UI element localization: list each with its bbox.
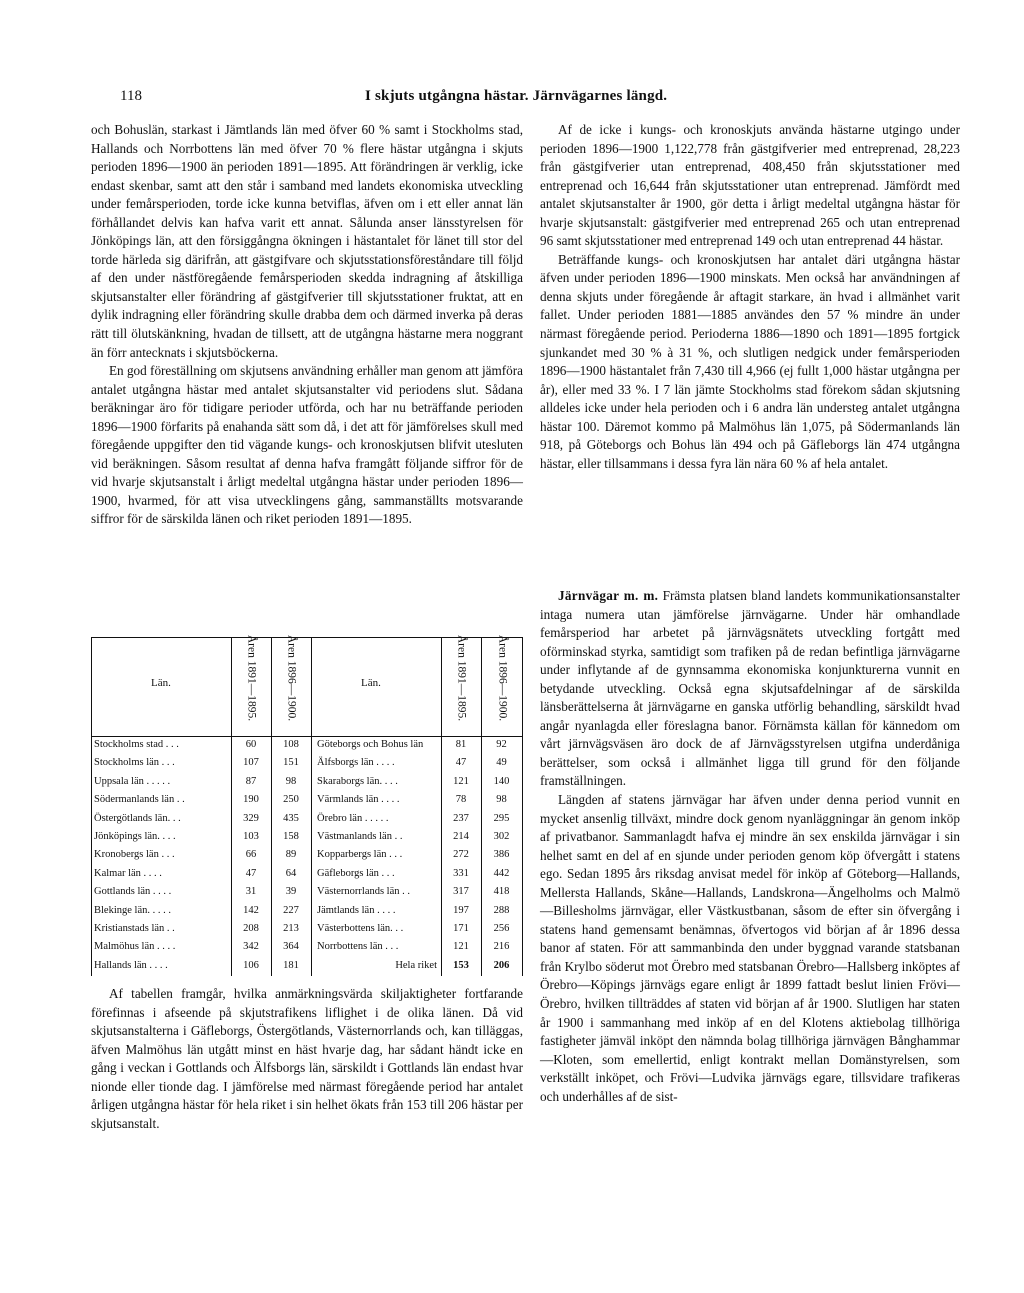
value-1891-1895: 208: [243, 923, 259, 934]
value-1891-1895: 31: [245, 886, 257, 898]
value-1896-1900: 158: [283, 831, 299, 842]
table-row: [91, 902, 523, 920]
right-column-lower: [540, 587, 960, 1106]
value-1896-1900: 216: [493, 941, 510, 953]
value-1896-1900: 206: [493, 959, 510, 971]
value-1891-1895: 78: [455, 794, 467, 806]
stats-table-header: [91, 634, 523, 722]
value-1896-1900: 213: [283, 923, 299, 934]
table-row: [91, 938, 523, 956]
value-1891-1895: 272: [453, 849, 469, 861]
table-row: [91, 736, 523, 754]
lan-cell: Gäfleborgs län . . .: [317, 867, 395, 879]
lan-cell: Västernorrlands län . .: [317, 886, 411, 898]
lan-cell: Kronobergs län . . .: [94, 849, 175, 861]
col-header-period1-left: Åren 1891—1895.: [245, 634, 258, 722]
value-1896-1900: 151: [283, 757, 299, 769]
left-column-lower: [91, 985, 523, 1133]
lan-cell: Hallands län . . . .: [94, 959, 168, 971]
lan-cell: Västerbottens län. . .: [317, 923, 404, 934]
page-number: 118: [120, 88, 142, 104]
col-header-lan-left: Län.: [151, 677, 171, 689]
lan-cell: Uppsala län . . . . .: [94, 775, 171, 787]
lan-cell: Blekinge län. . . . .: [94, 904, 171, 916]
table-row: [91, 828, 523, 846]
value-1896-1900: 108: [283, 739, 299, 750]
lan-cell: Kopparbergs län . . .: [317, 849, 403, 861]
table-row: [91, 883, 523, 901]
value-1891-1895: 121: [453, 941, 469, 953]
value-1891-1895: 342: [243, 941, 259, 953]
lan-cell: Gottlands län . . . .: [94, 886, 172, 898]
value-1896-1900: 435: [283, 812, 299, 824]
value-1891-1895: 47: [455, 757, 467, 769]
table-row: [91, 791, 523, 809]
value-1896-1900: 140: [493, 775, 510, 787]
table-row: [91, 773, 523, 791]
lan-cell: Södermanlands län . .: [94, 794, 185, 806]
value-1891-1895: 317: [453, 886, 469, 898]
lan-cell: Jönköpings län. . . .: [94, 831, 176, 842]
right-column-upper: [540, 121, 960, 473]
col-header-lan-right: Län.: [361, 677, 381, 689]
lan-cell: Värmlands län . . . .: [317, 794, 400, 806]
value-1896-1900: 181: [283, 959, 299, 971]
value-1896-1900: 98: [285, 775, 297, 787]
lan-cell: Skaraborgs län. . . .: [317, 775, 398, 787]
lan-cell: Norrbottens län . . .: [317, 941, 399, 953]
value-1891-1895: 87: [245, 775, 257, 787]
lan-cell: Stockholms stad . . .: [94, 739, 179, 750]
value-1891-1895: 103: [243, 831, 259, 842]
value-1896-1900: 250: [283, 794, 299, 806]
value-1896-1900: 295: [493, 812, 510, 824]
value-1891-1895: 121: [453, 775, 469, 787]
value-1896-1900: 39: [285, 886, 297, 898]
value-1896-1900: 92: [496, 739, 507, 750]
col-header-period1-right: Åren 1891—1895.: [455, 634, 468, 722]
value-1896-1900: 256: [493, 923, 510, 934]
lan-cell: Göteborgs och Bohus län: [317, 739, 424, 750]
lan-cell: Örebro län . . . . .: [317, 812, 389, 824]
value-1891-1895: 237: [453, 812, 469, 824]
value-1891-1895: 107: [243, 757, 259, 769]
value-1896-1900: 89: [285, 849, 297, 861]
right-paragraph-1: Af de icke i kungs- och kronoskjuts använda hästarne utgingo under perioden 1896—1900 1,122,778 från gästgifverier med entreprenad, 28,223 från gästgifverier utan entreprenad, 408,450 från skjutsstationer med entreprenad och 16,644 från skjutsstationer utan entreprenad. Jämfördt med antalet skjutsanstalter år 1900, gör detta i årligt medeltal utgångna hästar för hvarje skjutsanstalt: gästgifverier med entreprenad 265 och utan entreprenad 96 samt skjutsstationer med entreprenad 149 och utan entreprenad 44 hästar.: [540, 122, 960, 249]
lan-cell: Kalmar län . . . .: [94, 867, 162, 879]
value-1891-1895: 331: [453, 867, 469, 879]
lan-cell: Kristianstads län . .: [94, 923, 175, 934]
lan-cell: Östergötlands län. . .: [94, 812, 181, 824]
table-row: [91, 865, 523, 883]
value-1896-1900: 49: [496, 757, 507, 769]
table-row: [91, 846, 523, 864]
left-paragraph-1: och Bohuslän, starkast i Jämtlands län med öfver 60 % samt i Stockholms stad, Hallands och Norrbottens län med öfver 70 % flere hästar utgångna i skjuts perioden 1896—1900 än perioden 1891—1895. Att förändringen är verklig, icke endast skenbar, samt att den står i samband med landets ekonomiska utveckling under femårsperioden, torde icke kunna betviflas, äfven om i ett eller annat län förhållandet delvis kan hafva varit ett annat. Sålunda anser länsstyrelsen för Jönköpings län, att den försiggångna ökningen i hästantalet för länet till stor del torde härleda sig därifrån, att gästgifvare och skjutsstationsföreståndare till följd af den under nästföregående femårsperioden skedda indragning af åtskilliga skjutsanstalter eller förändring af gästgifverier till skjutsstationer fruktat, att en dylik indragning eller förändring skulle drabba dem och därmed inverka på deras rätt till ölutskänkning, hvadan de tillsett, att de utgångna hästarne mera noggrant än förr antecknats i skjutsböckerna.: [91, 122, 523, 360]
value-1891-1895: 171: [453, 923, 469, 934]
right-paragraph-4: Längden af statens järnvägar har äfven under denna period vunnit en mycket ansenlig tillväxt, mindre dock genom nyanläggningar än genom inköp af privatbanor. Sammanlagdt hafva ej mindre än sex enskilda järnvägar i sin helhet samt en del af en sjunde under perioden genom köp öfvergått i statens ego. Sedan 1895 års riksdag anvisat medel för inköp af Göteborg—Hallands, Mellersta Hallands, Skåne—Hallands, Landskrona—Ängelholms och Malmö—Billesholms järnvägar, eller Västkustbanan, såsom de efter sin öfvergång i statens hand gemensamt benämnas, öfvertogos vid början af år 1896 dessa banor af staten. För att sammanbinda den under byggnad varande statsbanan från Krylbo söderut mot Örebro med statsbanan Örebro—Hallsberg inköptes af Örebro—Köpings järnvägs egare enligt år 1899 fattadt beslut linien Frövi—Örebro, hvilken tillträddes af staten vid början af år 1900. Slutligen har staten år 1900 i sammanhang med inköp af en del Klotens aktiebolag tillhöriga fastigheter jämväl inköpt den nämnda bolag tillhöriga järnvägen Bånghammar—Kloten, som emellertid, enligt kontrakt mellan Domänstyrelsen, som verkställt inköpet, och Frövi—Ludvika järnvägs egare, tillsvidare trafikeras och underhålles af de sist-: [540, 792, 960, 1104]
value-1891-1895: 106: [243, 959, 259, 971]
col-header-period2-left: Åren 1896—1900.: [285, 634, 298, 722]
value-1896-1900: 64: [285, 867, 297, 879]
value-1891-1895: 60: [245, 739, 257, 750]
table-row: [91, 754, 523, 772]
page-header: [120, 88, 960, 110]
stats-table-body: [91, 736, 523, 976]
value-1896-1900: 227: [283, 904, 299, 916]
left-column-upper: [91, 121, 523, 529]
value-1891-1895: 81: [455, 739, 467, 750]
value-1891-1895: 197: [453, 904, 469, 916]
value-1896-1900: 302: [493, 831, 510, 842]
section-lead-railways: Järnvägar m. m.: [558, 588, 659, 603]
lan-cell: Västmanlands län . .: [317, 831, 403, 842]
table-row: [91, 810, 523, 828]
value-1896-1900: 288: [493, 904, 510, 916]
value-1891-1895: 66: [245, 849, 257, 861]
table-row: [91, 920, 523, 938]
value-1891-1895: 142: [243, 904, 259, 916]
value-1891-1895: 153: [453, 959, 469, 971]
lan-cell: Jämtlands län . . . .: [317, 904, 396, 916]
value-1896-1900: 364: [283, 941, 299, 953]
lan-cell: Stockholms län . . .: [94, 757, 175, 769]
value-1896-1900: 418: [493, 886, 510, 898]
value-1896-1900: 386: [493, 849, 510, 861]
running-title: I skjuts utgångna hästar. Järnvägarnes längd.: [365, 88, 668, 104]
value-1896-1900: 442: [493, 867, 510, 879]
left-paragraph-3: Af tabellen framgår, hvilka anmärkningsvärda skiljaktigheter fortfarande förefinnas i afseende på skjutstrafikens liflighet i de olika länen. Då vid skjutsanstalterna i Gäfleborgs, Östergötlands, Västernorrlands och, kan tilläggas, äfven Malmöhus län utgått minst en häst hvarje dag, har sådant händt icke en gång i veckan i Gottlands och Älfsborgs län, särskildt i Gottlands län endast hvar nionde eller tionde dag. I jämförelse med närmast föregående period har antalet årligen utgångna hästar för hela riket i sin helhet ökats från 153 till 206 hästar per skjutsanstalt.: [91, 986, 523, 1131]
right-paragraph-3: Främsta platsen bland landets kommunikationsanstalter intaga numera utan jämförelse järnvägarne. Under här omhandlade femårsperiod har arbetet på järnvägsnätets utveckling fortgått med oförminskad styrka, samtidigt som trafiken på de redan befintliga järnvägarne under inflytande af de gynnsamma ekonomiska konjunkturerna vunnit en betydande utveckling. Också egna skjutsafdelningar af de särskilda länsberättelserna åt järnvägarne en ganska utförlig behandling, särskildt hvad angår nyanlagda eller föreslagna banor. Förnämsta källan för kännedom om vårt järnvägsväsen äro dock de af Järnvägsstyrelsen utgifna underdåniga berättelser, som också i allmänhet ligga till grund för den följande framställningen.: [540, 588, 961, 789]
lan-cell: Älfsborgs län . . . .: [317, 757, 395, 769]
value-1891-1895: 47: [245, 867, 257, 879]
value-1891-1895: 329: [243, 812, 259, 824]
value-1896-1900: 98: [496, 794, 507, 806]
value-1891-1895: 190: [243, 794, 259, 806]
right-paragraph-2: Beträffande kungs- och kronoskjutsen har antalet däri utgångna hästar äfven under perioden 1896—1900 minskats. Men också har användningen af denna skjuts under föregående år aftagit starkare, än hvad i allmänhet varit fallet. Under perioden 1881—1885 användes den 57 % mindre än under närmast föregående period. Perioderna 1886—1890 och 1891—1895 fortgick sjunkandet med 30 % à 31 %, och slutligen nedgick under femårsperioden 1896—1900 hästantalet från 7,430 till 4,966 (ej fullt 1,000 hästar utgångna per år), eller med 33 %. I 7 län jämte Stockholms stad förekom sådan skjutsning alldeles icke under hela perioden och i 6 andra län understeg antalet utgångna hästar 100. Däremot kommo på Malmöhus län 1,075, på Södermanlands län 918, på Göteborgs och Bohus län 494 och på Gäfleborgs län 474 utgångna hästar, eller tillsammans i dessa fyra län nära 60 % af hela antalet.: [540, 251, 960, 471]
left-paragraph-2: En god föreställning om skjutsens användning erhåller man genom att jämföra antalet utgångna hästar med antalet skjutsanstalter vid periodens slut. Sådana beräkningar äro för tidigare perioder utförda, och har nu beträffande perioden 1896—1900 förfarits på enahanda sätt som då, i det att för jämförelses skull med föregående uppgifter den tid vägande kungs- och kronoskjutsen blifvit utesluten vid beräkningen. Såsom resultat af denna hafva framgått följande siffror för de vid hvarje skjutsanstalt i årligt medeltal utgångna hästar under perioden 1896—1900, hvarmed, för att visa utvecklingens gång, sammanställts motsvarande siffror för de särskilda länen och riket perioden 1891—1895.: [91, 363, 523, 527]
lan-cell: Hela riket: [395, 959, 437, 971]
lan-cell: Malmöhus län . . . .: [94, 941, 176, 953]
table-row: [91, 957, 523, 975]
value-1891-1895: 214: [453, 831, 469, 842]
col-header-period2-right: Åren 1896—1900.: [496, 634, 509, 722]
